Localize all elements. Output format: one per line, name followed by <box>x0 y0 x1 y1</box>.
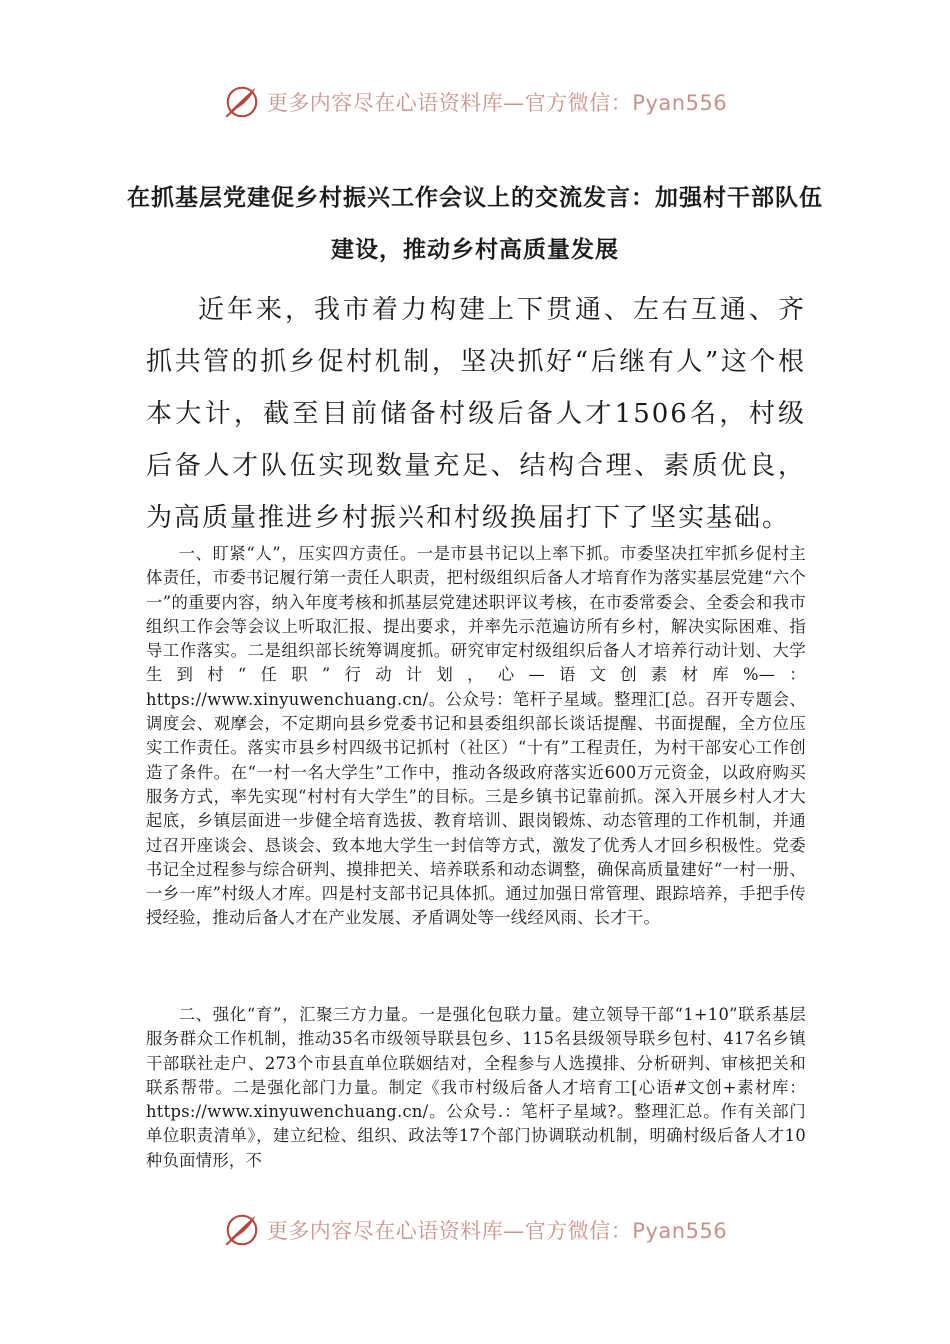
footer-watermark <box>0 1208 950 1252</box>
body-paragraph: 二、强化“育”，汇聚三方力量。一是强化包联力量。建立领导干部“1+10”联系基层服务群众工作机制，推动35名市级领导联县包乡、115名县级领导联乡包村、417名乡镇干部联社走户、273个市县直单位联姻结对，全程参与人选摸排、分析研判、审核把关和联系帮带。二是强化部门力量。制定《我市村级后备人才培育工[心语#文创+素材库：https://www.xinyuwenchuang.cn/。公众号.：笔杆子星域?。整理汇总。作有关部门单位职责清单》，建立纪检、组织、政法等17个部门协调联动机制，明确村级后备人才10种负面情形，不 <box>146 1005 806 1170</box>
quill-pen-logo-icon <box>223 83 261 121</box>
header-watermark <box>0 80 950 124</box>
document-title: 在抓基层党建促乡村振兴工作会议上的交流发言：加强村干部队伍建设，推动乡村高质量发展 <box>127 185 823 263</box>
watermark-text: 更多内容尽在心语资料库—官方微信：Pyan556 <box>266 1219 728 1243</box>
watermark-text: 更多内容尽在心语资料库—官方微信：Pyan556 <box>266 91 728 115</box>
lead-paragraph: 近年来，我市着力构建上下贯通、左右互通、齐抓共管的抓乡促村机制，坚决抓好“后继有人”这个根本大计，截至目前储备村级后备人才1506名，村级后备人才队伍实现数量充足、结构合理、素质优良，为高质量推进乡村振兴和村级换届打下了坚实基础。 <box>146 295 806 533</box>
body-paragraph: 一、盯紧“人”，压实四方责任。一是市县书记以上率下抓。市委坚决扛牢抓乡促村主体责任，市委书记履行第一责任人职责，把村级组织后备人才培育作为落实基层党建“六个一”的重要内容，纳入年度考核和抓基层党建述职评议考核，在市委常委会、全委会和我市组织工作会等会议上听取汇报、提出要求，并率先示范遍访所有乡村，解决实际困难、指导工作落实。二是组织部长统筹调度抓。研究审定村级组织后备人才培养行动计划、大学生到村“任职”行动计划，心—语文创素材库%—：https://www.xinyuwenchuang.cn/。公众号：笔杆子星域。整理汇[总。召开专题会、调度会、观摩会，不定期向县乡党委书记和县委组织部长谈话提醒、书面提醒，全方位压实工作责任。落实市县乡村四级书记抓村（社区）“十有”工程责任，为村干部安心工作创造了条件。在“一村一名大学生”工作中，推动各级政府落实近600万元资金，以政府购买服务方式，率先实现“村村有大学生”的目标。三是乡镇书记靠前抓。深入开展乡村人才大起底，乡镇层面进一步健全培育选拔、教育培训、跟岗锻炼、动态管理的工作机制，并通过召开座谈会、恳谈会、致本地大学生一封信等方式，激发了优秀人才回乡积极性。党委书记全过程参与综合研判、摸排把关、培养联系和动态调整，确保高质量建好“一村一册、一乡一库”村级人才库。四是村支部书记具体抓。通过加强日常管理、跟踪培养，手把手传授经验，推动后备人才在产业发展、矛盾调处等一线经风雨、长才干。 <box>146 544 806 928</box>
quill-pen-logo-icon <box>223 1211 261 1249</box>
